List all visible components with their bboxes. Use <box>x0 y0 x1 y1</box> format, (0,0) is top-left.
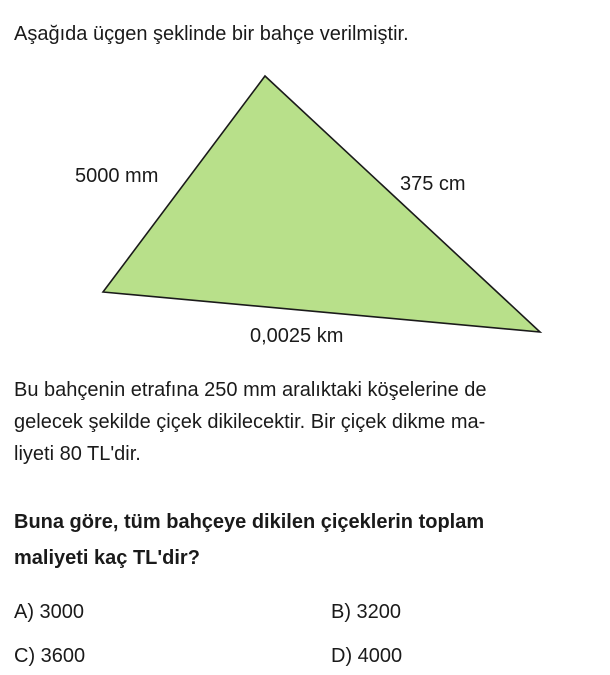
question-line-1: Buna göre, tüm bahçeye dikilen çiçeklerin toplam <box>14 511 485 533</box>
intro-text: Aşağıda üçgen şeklinde bir bahçe verilmiştir. <box>14 23 409 45</box>
option-d[interactable]: D) 4000 <box>331 645 403 667</box>
question-line-2: maliyeti kaç TL'dir? <box>14 547 200 569</box>
statement-line-3: liyeti 80 TL'dir. <box>14 443 141 465</box>
option-a[interactable]: A) 3000 <box>14 601 85 623</box>
garden-triangle <box>103 76 540 332</box>
question-text <box>14 504 604 576</box>
option-c[interactable]: C) 3600 <box>14 645 86 667</box>
triangle-figure <box>0 60 610 360</box>
option-b[interactable]: B) 3200 <box>331 601 402 623</box>
problem-statement <box>14 374 604 470</box>
bottom-side-label: 0,0025 km <box>250 325 344 347</box>
triangle-diagram <box>0 60 610 360</box>
left-side-label: 5000 mm <box>75 165 159 187</box>
right-side-label: 375 cm <box>400 173 466 195</box>
statement-line-1: Bu bahçenin etrafına 250 mm aralıktaki köşelerine de <box>14 379 487 401</box>
statement-line-2: gelecek şekilde çiçek dikilecektir. Bir çiçek dikme ma- <box>14 411 486 433</box>
